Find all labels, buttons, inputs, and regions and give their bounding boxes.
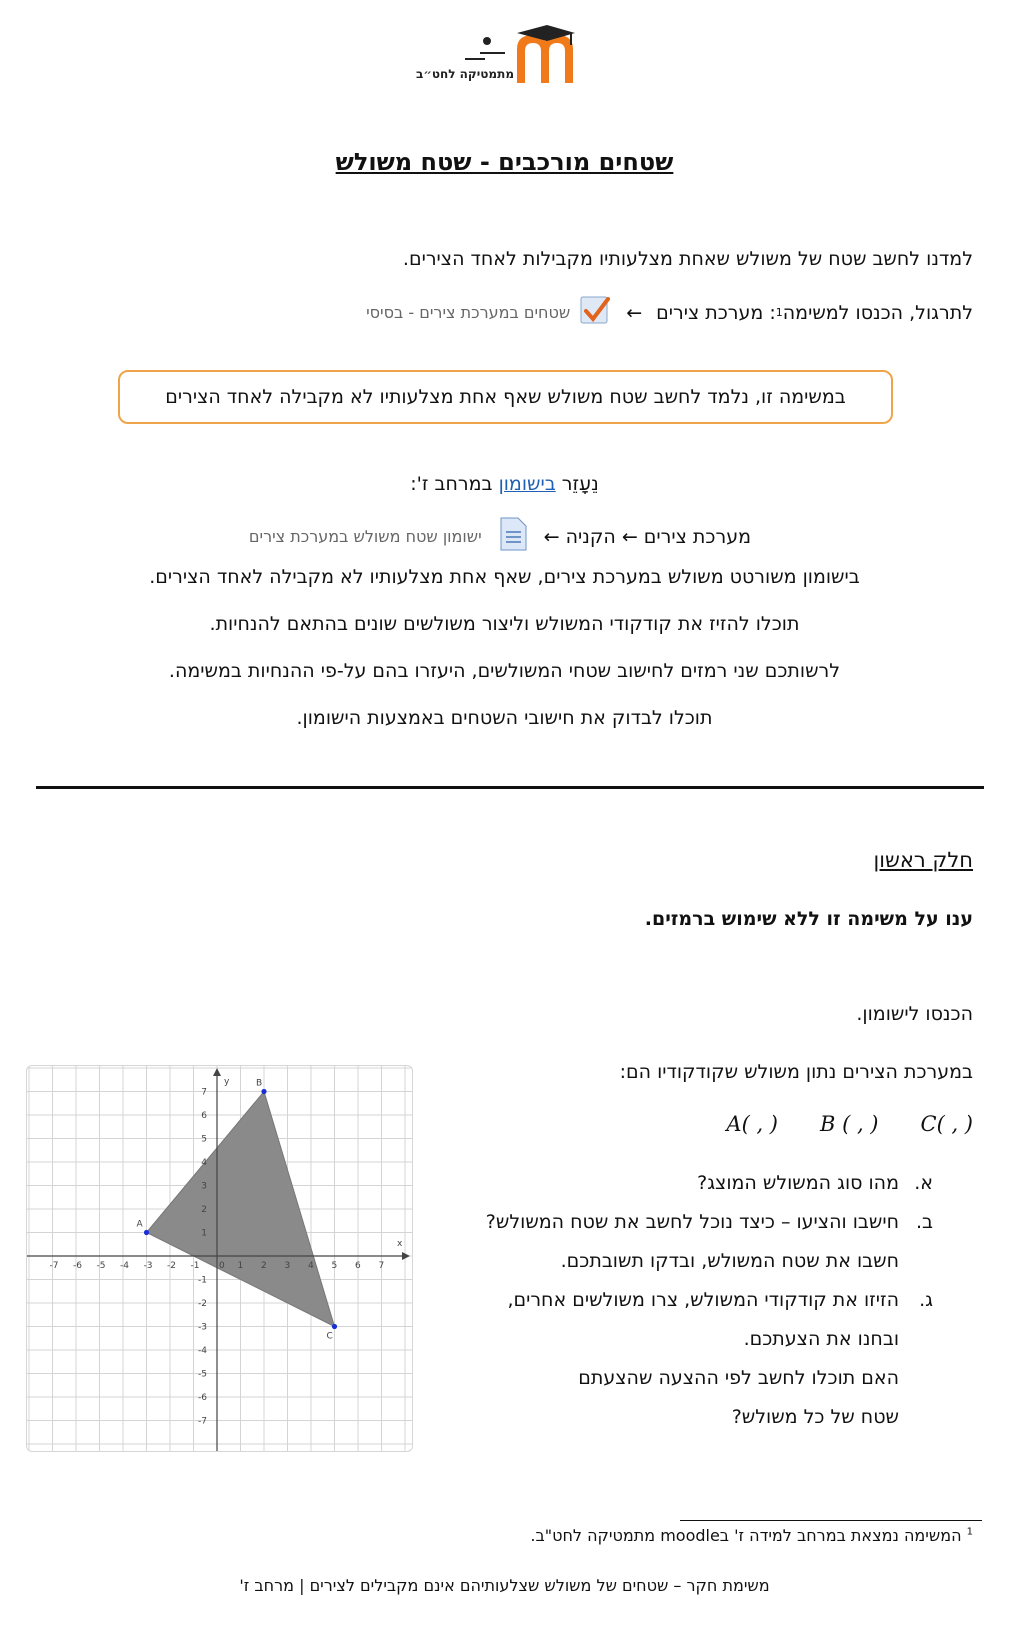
question-c-3: האם תוכלו לחשב לפי ההצעה שהצעתם [578,1367,899,1389]
x-tick-label: -7 [49,1261,59,1271]
footnote-mark: 1 [966,1526,973,1538]
question-a: מהו סוג המשולש המוצג? [697,1172,899,1194]
logo [416,25,595,87]
y-tick-label: -7 [198,1416,207,1427]
coordinate-graph[interactable] [26,1065,413,1452]
tool-path-text: מערכת צירים ← הקניה ← [543,525,751,548]
x-tick-label: -1 [190,1261,200,1271]
x-tick-label: -3 [143,1261,153,1271]
y-tick-label: 4 [201,1158,207,1168]
intro-line-2-mid: : מערכת צירים [656,301,776,324]
vertex-label-a: A [136,1219,143,1230]
vertex-c: C( , ) [920,1112,973,1136]
footnote-ref: 1 [775,306,783,319]
x-axis-label: x [397,1239,403,1249]
question-b-letter: ב. [915,1211,933,1233]
y-tick-label: -2 [198,1299,207,1309]
vertex-point-a [144,1230,149,1235]
x-tick-label: 6 [355,1261,361,1271]
task-link[interactable]: שטחים במערכת צירים - בסיסי [366,303,571,322]
y-tick-label: 1 [201,1228,207,1239]
footnote-text: המשימה נמצאת במרחב למידה ז' בmoodle מתמטיקה לחט"ב. [530,1526,962,1545]
x-tick-label: -4 [120,1261,129,1271]
x-tick-label: 2 [261,1261,267,1271]
x-tick-label: -2 [167,1261,176,1271]
question-b-2: חשבו את שטח המשולש, ובדקו תשובתכם. [560,1250,899,1272]
vertex-point-c [332,1324,337,1329]
y-tick-label: -6 [198,1393,207,1403]
question-c-4: שטח של כל משולש? [731,1406,899,1428]
y-tick-label: -1 [198,1275,207,1286]
y-tick-label: 6 [201,1111,207,1121]
x-tick-label: -5 [96,1261,106,1271]
logo-text: מתמטיקה לחט״ב [416,67,514,81]
page-footer: משימת חקר – שטחים של משולש שצלעותיהם אינם מקבילים לצירים | מרחב ז' [239,1576,770,1595]
tool-intro [0,473,1009,495]
y-tick-label: 3 [201,1181,207,1192]
x-tick-label: 4 [308,1261,314,1271]
question-b-1: חישבו והציעו – כיצד נוכל לחשב את שטח המשולש? [485,1211,899,1233]
question-a-letter: א. [914,1172,933,1194]
question-c-1: הזיזו את קודקודי המשולש, צרו משולשים אחרים, [507,1289,899,1311]
y-tick-label: 7 [201,1087,207,1098]
vertices-intro: במערכת הצירים נתון משולש שקודקודיו הם: [619,1061,973,1083]
checkmark-task-icon [578,293,612,332]
tool-paragraph-4: תוכלו לבדוק את חישובי השטחים באמצעות הישומון. [296,707,713,729]
y-tick-label: -4 [198,1346,207,1356]
y-axis-arrow [213,1068,221,1076]
x-tick-label: 0 [219,1261,225,1271]
tool-paragraph-1: בישומון משורטט משולש במערכת צירים, שאף אחת מצלעותיו לא מקבילה לאחד הצירים. [149,566,860,588]
vertex-label-c: C [326,1331,333,1342]
document-icon [496,516,530,557]
tool-path [249,516,751,557]
part1-heading: חלק ראשון [873,848,973,872]
tool-intro-suffix: במרחב ז': [410,473,499,495]
highlight-box [118,370,893,424]
tool-paragraph-2: תוכלו להזיז את קודקודי המשולש וליצור משולשים שונים בהתאם להנחיות. [209,613,800,635]
y-tick-label: -5 [198,1369,207,1380]
intro-line-1: למדנו לחשב שטח של משולש שאחת מצלעותיו מקבילות לאחד הצירים. [402,248,973,270]
intro-line-2-prefix: לתרגול, הכנסו למשימה [782,301,973,324]
arrow-icon: ← [626,301,643,324]
question-c-letter: ג. [919,1289,933,1311]
section-divider [36,786,984,789]
app-name-link[interactable]: ישומון שטח משולש במערכת צירים [248,527,482,546]
y-tick-label: 2 [201,1205,207,1215]
vertex-point-b [261,1089,266,1094]
y-tick-label: 5 [201,1134,207,1145]
x-tick-label: 3 [284,1261,291,1271]
app-link[interactable]: בישומון [498,473,556,495]
page-title: שטחים מורכבים - שטח משולש [335,148,674,176]
y-tick-label: -3 [198,1322,207,1333]
graph-canvas [27,1066,412,1451]
vertex-b: B ( , ) [819,1112,879,1136]
tool-paragraph-3: לרשותכם שני רמזים לחישוב שטחי המשולשים, היעזרו בהם על-פי ההנחיות במשימה. [168,660,841,682]
vertex-a: A( , ) [726,1112,778,1136]
tool-intro-prefix: נֵעָזֵר [555,473,599,495]
footnote [530,1526,973,1545]
footnote-divider [680,1520,982,1521]
highlight-text: במשימה זו, נלמד לחשב שטח משולש שאף אחת מצלעותיו לא מקבילה לאחד הצירים [165,386,846,408]
intro-line-2 [366,293,973,332]
vertex-label-b: B [256,1078,263,1089]
x-tick-label: 7 [378,1261,385,1271]
x-tick-label: 1 [237,1261,244,1271]
x-axis-arrow [402,1252,410,1260]
vertices-row [726,1112,973,1136]
x-tick-label: 5 [331,1261,338,1271]
y-axis-label: y [224,1077,230,1087]
x-tick-label: -6 [73,1261,82,1271]
part1-enter: הכנסו לישומון. [856,1003,973,1025]
part1-instruction: ענו על משימה זו ללא שימוש ברמזים. [644,908,973,930]
question-c-2: ובחנו את הצעתכם. [743,1328,899,1350]
